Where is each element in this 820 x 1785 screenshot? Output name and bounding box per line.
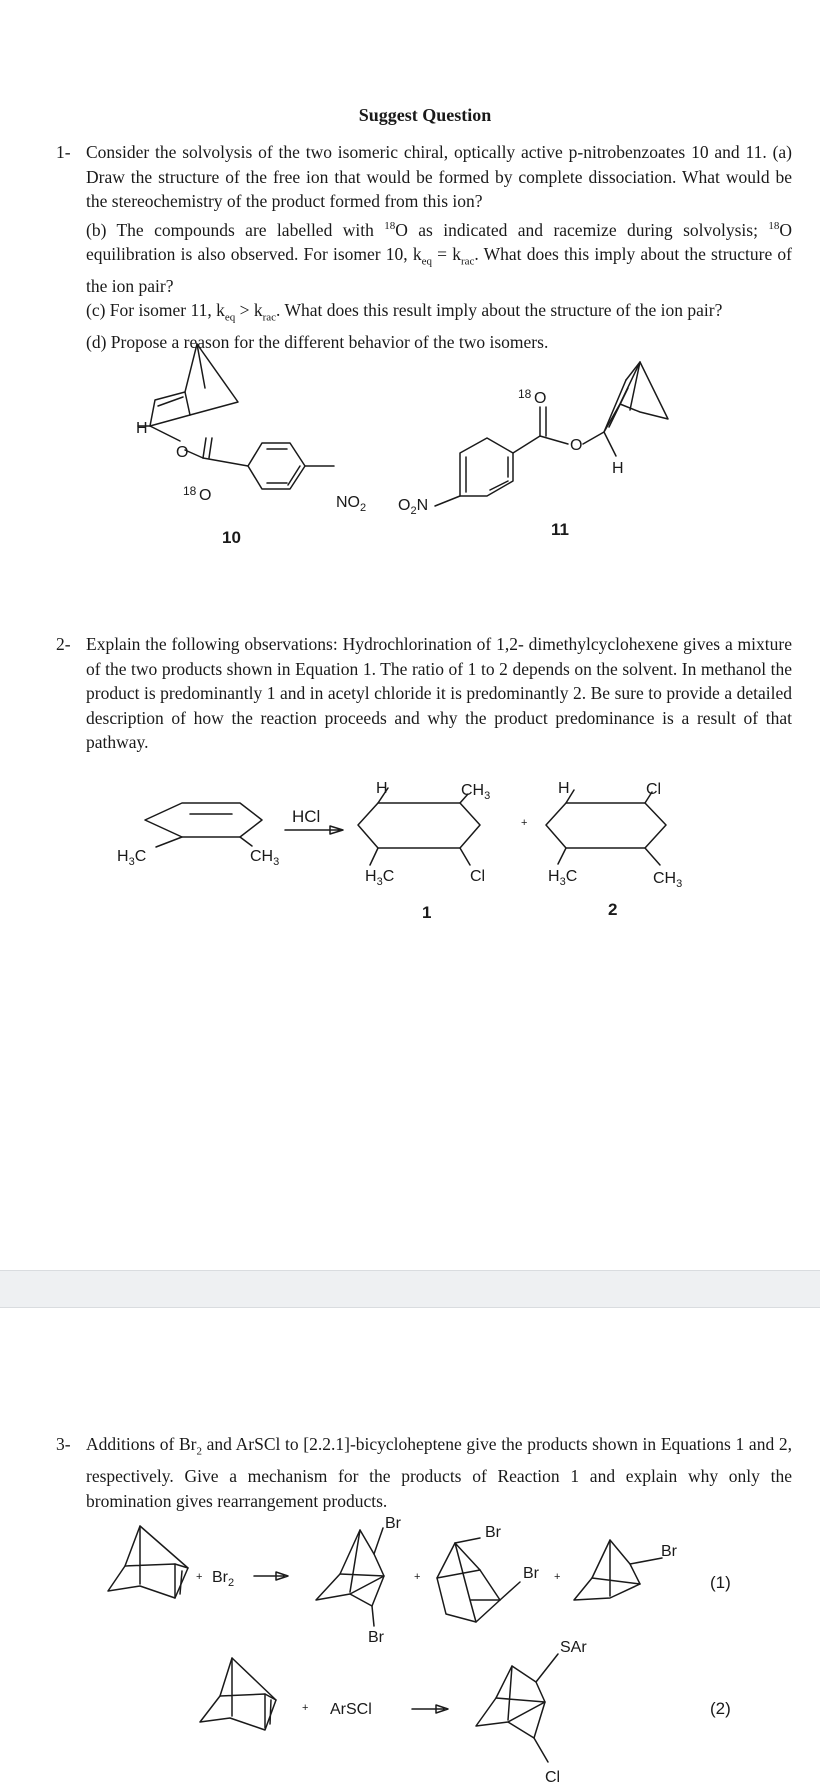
question-part-d: (d) Propose a reason for the different behavior of the two isomers.: [86, 332, 549, 353]
bromine-label: Br: [385, 1515, 401, 1532]
compound-11-structure: [435, 362, 668, 506]
question-number: 3-: [56, 1434, 71, 1454]
structures-10-11: [0, 340, 820, 570]
hydrogen-label: H: [612, 460, 624, 477]
compound-label-11: 11: [551, 520, 569, 539]
nitro-group-label: $O_2N$: [398, 497, 429, 517]
question-number: 1-: [56, 142, 71, 162]
compound-label-2: 2: [608, 900, 618, 919]
question-part-b: (b) The compounds are labelled with $^{18}$O as indicated and racemize during solvolysis; $^{18}$O equilibration is also observed. For isomer 10, $k_{eq} = k_{rac}$. What does this imply about the structure of the ion pair?: [86, 219, 792, 296]
question-text: Consider the solvolysis of the two isomeric chiral, optically active p-nitrobenzoates 10 and 11. (a) Draw the structure of the free ion that would be formed by complete dissociation. What would be the stereochemistry of the product formed from this ion?: [86, 142, 792, 211]
reagent-label: HCl: [292, 807, 321, 826]
oxygen-label: O: [176, 444, 189, 461]
chlorine-label: Cl: [646, 781, 662, 798]
plus-sign: +: [196, 1571, 203, 1583]
chlorine-label: Cl: [470, 868, 486, 885]
methyl-label: $H_3C$: [548, 868, 578, 888]
carbonyl-oxygen-label: O: [199, 487, 212, 504]
compound-label-10: 10: [222, 528, 241, 547]
bromine-label: Br: [661, 1543, 677, 1560]
reaction-arrow: [285, 826, 343, 834]
methyl-label: $CH_3$: [250, 848, 280, 868]
addition-product-structure: [476, 1654, 558, 1762]
plus-sign: +: [521, 817, 528, 829]
methyl-label: $CH_3$: [461, 782, 491, 802]
bromine-reagent: $Br_2$: [212, 1569, 235, 1589]
arylthio-label: SAr: [560, 1639, 587, 1656]
reaction-arrow: [412, 1705, 448, 1713]
equation-number-1: (1): [710, 1573, 731, 1592]
hydrogen-label: H: [376, 780, 388, 797]
product-1-structure: [358, 788, 480, 865]
dimethylcyclohexene-structure: [145, 803, 262, 847]
question-1: [56, 140, 792, 355]
isotope-label: 18: [518, 387, 532, 401]
norbornene-structure: [108, 1526, 188, 1598]
chlorine-label: Cl: [545, 1769, 561, 1785]
equation-number-2: (2): [710, 1699, 731, 1718]
methyl-label: $H_3C$: [365, 868, 395, 888]
dibromide-product-structure: [316, 1528, 384, 1626]
hydrogen-label: H: [136, 420, 148, 437]
product-2-structure: [546, 790, 666, 865]
norbornene-addition-equations: [0, 1515, 820, 1785]
page-2: [0, 1308, 820, 1785]
question-2: [56, 632, 792, 755]
question-part-c: (c) For isomer 11, $k_{eq} > k_{rac}$. What does this result imply about the structure of the ion pair?: [86, 300, 723, 324]
hydrogen-label: H: [558, 780, 570, 797]
ester-oxygen-label: O: [570, 437, 583, 454]
rearranged-dibromide-structure: [437, 1538, 520, 1622]
norbornene-structure: [200, 1658, 276, 1730]
isotope-label: 18: [183, 484, 197, 498]
question-text: Additions of $Br_2$ and ArSCl to [2.2.1]-bicycloheptene give the products shown in Equations 1 and 2, respectively. Give a mechanism for the products of Reaction 1 and explain why only the bromination gives rearrangement products.: [86, 1434, 792, 1511]
reaction-arrow: [254, 1572, 288, 1580]
plus-sign: +: [302, 1702, 309, 1714]
methyl-label: $CH_3$: [653, 870, 683, 890]
nitro-group-label: $NO_2$: [336, 494, 367, 514]
compound-10-structure: [138, 344, 334, 489]
bromine-label: Br: [523, 1565, 539, 1582]
reagent-label: ArSCl: [330, 1701, 372, 1718]
question-3: [56, 1432, 792, 1513]
hydrochlorination-equation: [0, 780, 820, 930]
bromine-label: Br: [368, 1629, 384, 1646]
plus-sign: +: [414, 1571, 421, 1583]
plus-sign: +: [554, 1571, 561, 1583]
carbonyl-oxygen-label: O: [534, 390, 547, 407]
page-separator: [0, 1270, 820, 1308]
methyl-label: $H_3C$: [117, 848, 147, 868]
bromine-label: Br: [485, 1524, 501, 1541]
compound-label-1: 1: [422, 903, 432, 922]
bromonortricyclene-structure: [574, 1540, 662, 1600]
question-text: Explain the following observations: Hydrochlorination of 1,2- dimethylcyclohexene gives a mixture of the two products shown in Equation 1. The ratio of 1 to 2 depends on the solvent. In methanol the product is predominantly 1 and in acetyl chloride it is predominantly 2. Be sure to provide a detailed description of how the reaction proceeds and why the product predominance is a result of that pathway.: [86, 634, 792, 752]
page-title: Suggest Question: [358, 105, 492, 125]
question-number: 2-: [56, 634, 71, 654]
